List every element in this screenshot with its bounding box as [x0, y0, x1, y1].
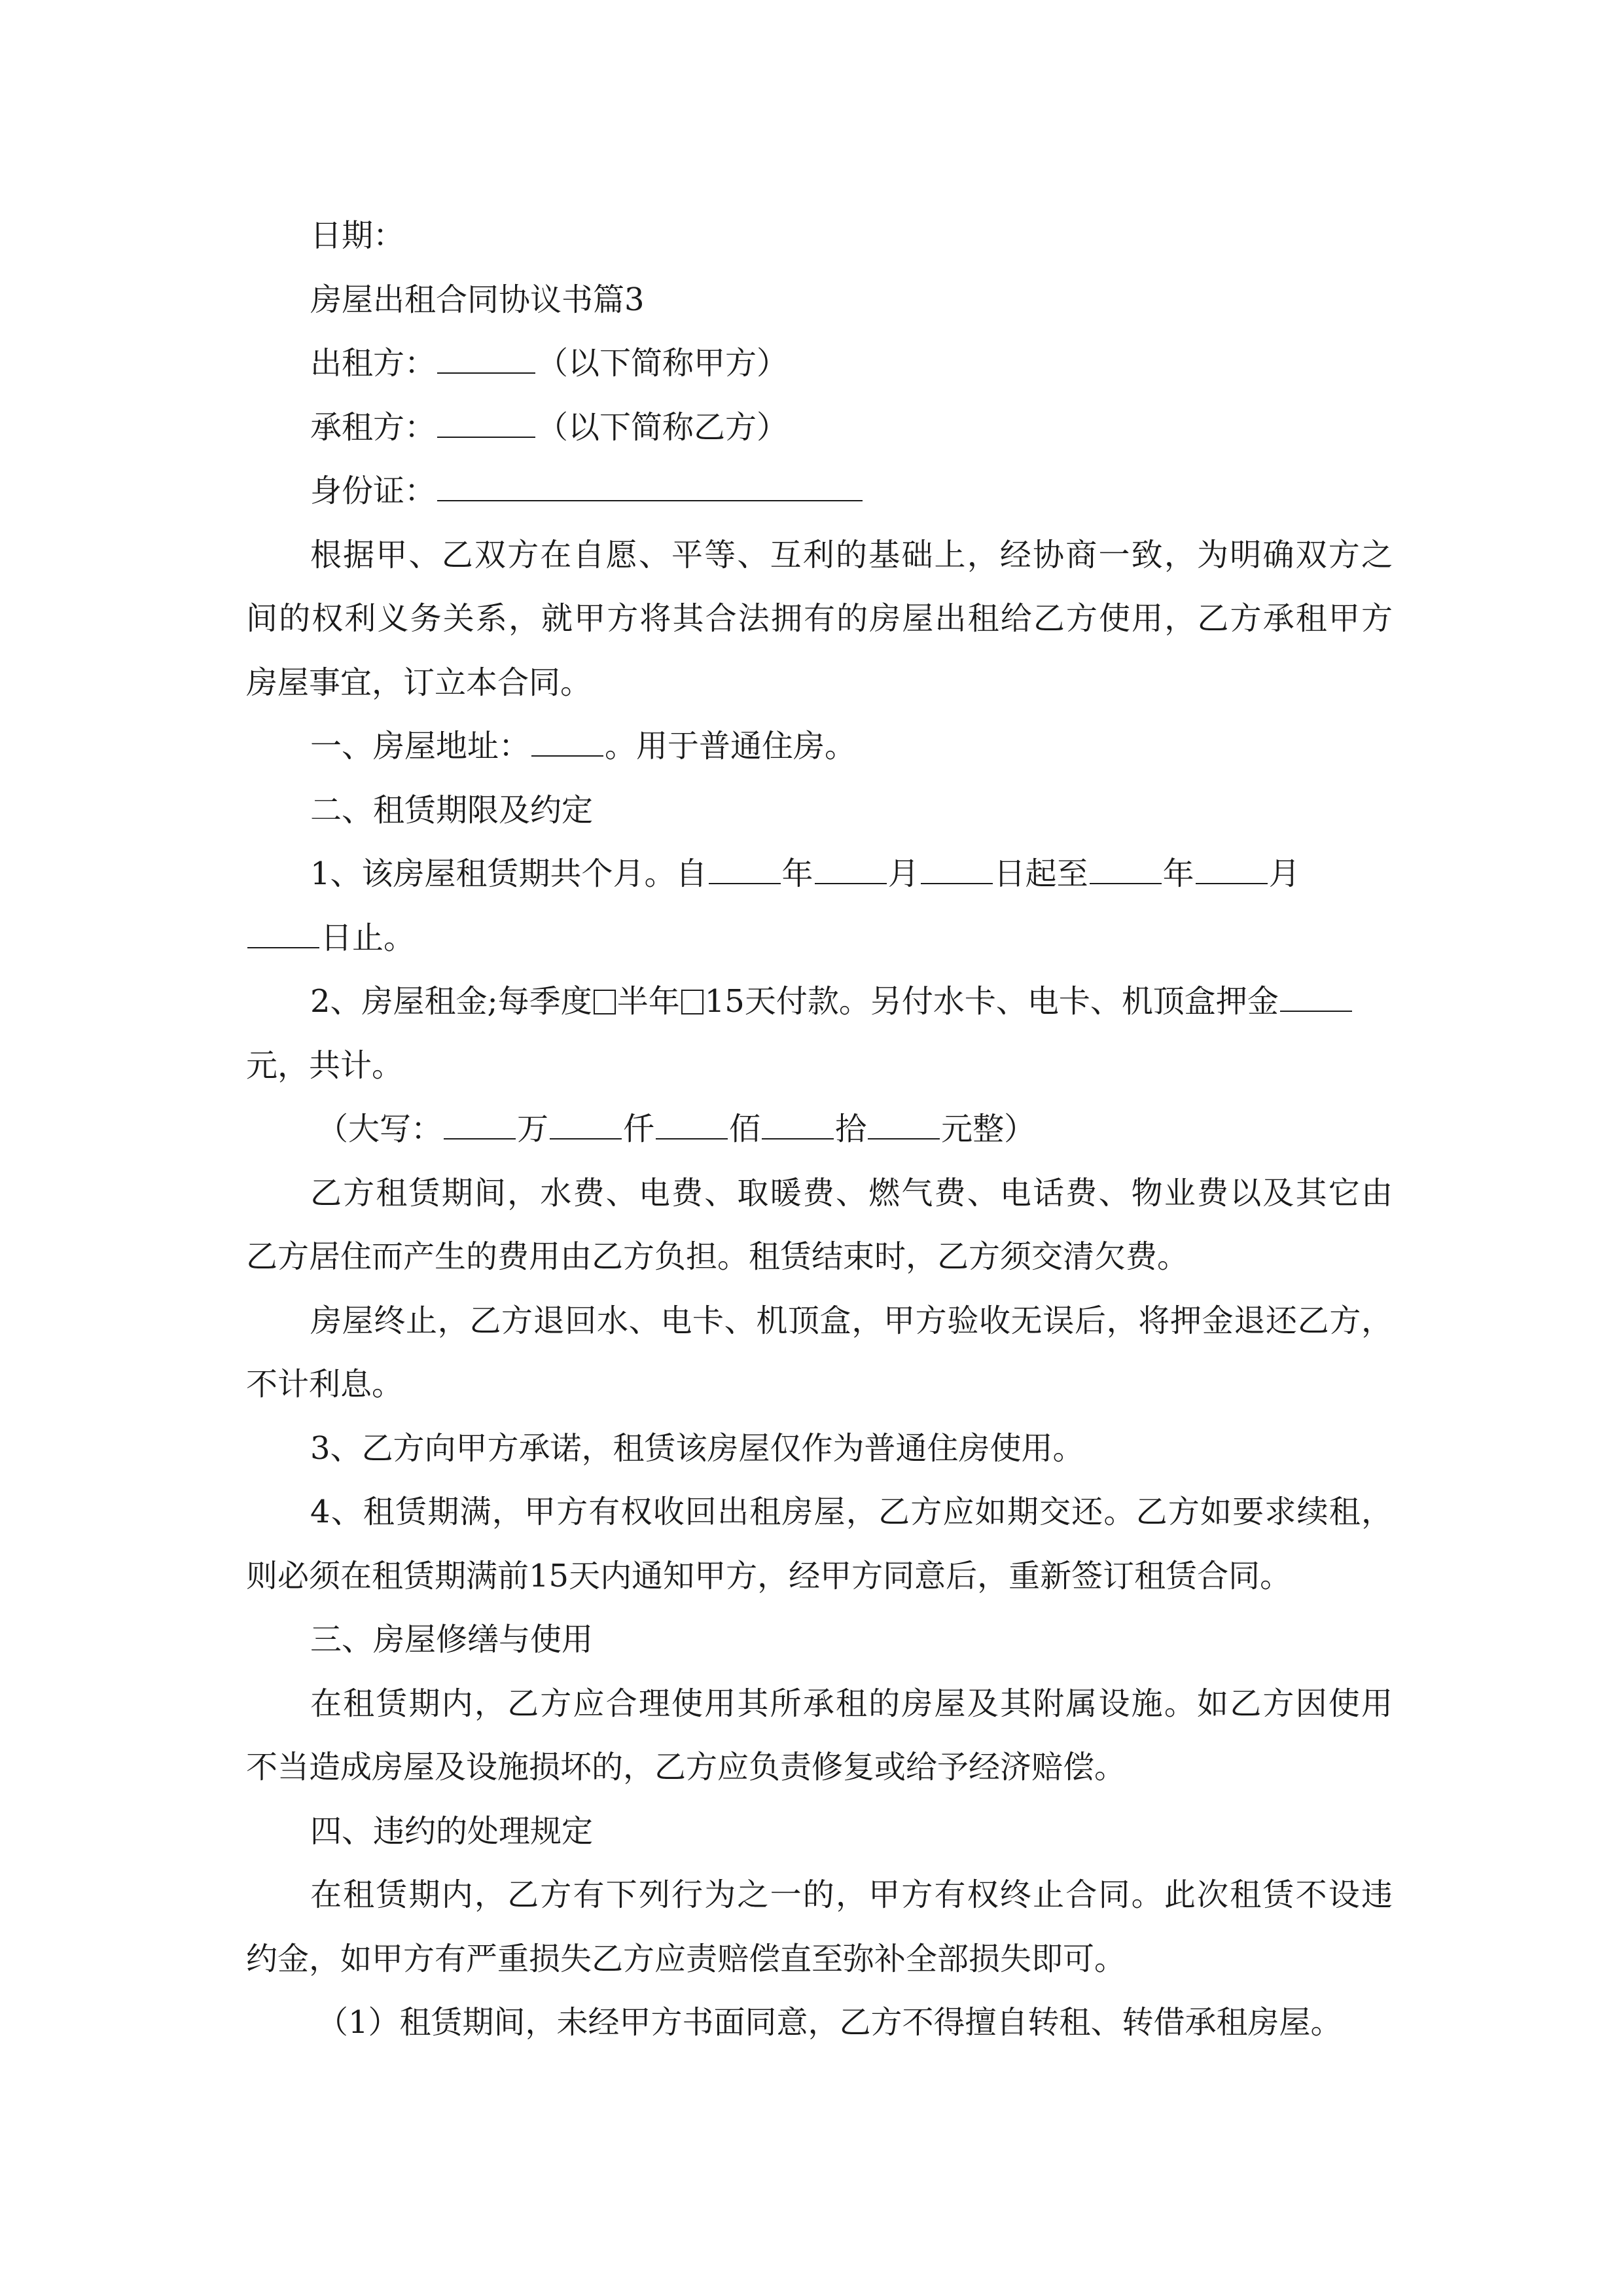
section-3-heading: 三、房屋修缮与使用	[310, 1621, 594, 1658]
intro-line-2: 间的权利义务关系，就甲方将其合法拥有的房屋出租给乙方使用，乙方承租甲方	[246, 600, 1393, 637]
c1-year2: 年	[1162, 855, 1194, 892]
lessee-line	[246, 396, 1393, 460]
section-4-heading: 四、违约的处理规定	[310, 1812, 594, 1850]
clause-4-line-2: 则必须在租赁期满前15天内通知甲方，经甲方同意后，重新签订租赁合同。	[246, 1557, 1292, 1594]
id-blank	[437, 474, 863, 501]
start-day-blank	[921, 857, 993, 884]
clause-3: 3、乙方向甲方承诺，租赁该房屋仅作为普通住房使用。	[310, 1429, 1084, 1467]
capital-wan: 万	[517, 1111, 549, 1147]
c1-day-end: 日止。	[321, 919, 416, 956]
c1-day-from: 日起至	[993, 855, 1088, 892]
c1-month1: 月	[887, 855, 919, 892]
lessor-line	[246, 332, 1393, 396]
lessee-note: （以下简称乙方）	[537, 408, 789, 446]
lessor-label: 出租方：	[310, 345, 437, 382]
c2-quarterly: 每季度	[497, 983, 592, 1020]
yuan-blank	[868, 1112, 940, 1139]
bai-blank	[656, 1112, 728, 1139]
repair-line-1: 在租赁期内，乙方应合理使用其所承租的房屋及其附属设施。如乙方因使用	[310, 1685, 1393, 1722]
breach-line-1: 在租赁期内，乙方有下列行为之一的，甲方有权终止合同。此次租赁不设违	[310, 1876, 1393, 1913]
start-month-blank	[815, 857, 887, 884]
deposit-blank	[1280, 984, 1352, 1012]
capital-qian: 仟	[623, 1111, 655, 1147]
s1-label: 一、房屋地址：	[310, 728, 531, 764]
document-title	[246, 268, 1393, 332]
quarterly-checkbox	[594, 990, 616, 1014]
c1-text: 1、该房屋租赁期共个月。自	[310, 855, 707, 892]
item-1: （1）租赁期间，未经甲方书面同意，乙方不得擅自转租、转借承租房屋。	[317, 2004, 1342, 2041]
start-year-blank	[709, 857, 781, 884]
wan-blank	[444, 1112, 516, 1139]
capital-open: （大写：	[317, 1111, 443, 1147]
c1-year1: 年	[781, 855, 813, 892]
end-month-blank	[1196, 857, 1268, 884]
qian-blank	[550, 1112, 622, 1139]
intro-line-1: 根据甲、乙双方在自愿、平等、互利的基础上，经协商一致，为明确双方之	[310, 536, 1393, 573]
end-year-blank	[1090, 857, 1162, 884]
lessor-blank	[437, 346, 535, 374]
section-2-heading: 二、租赁期限及约定	[310, 791, 594, 829]
s1-tail: 。用于普通住房。	[605, 728, 857, 764]
c2-semicolon: ;	[487, 983, 498, 1020]
breach-line-2: 约金，如甲方有严重损失乙方应责赔偿直至弥补全部损失即可。	[246, 1940, 1126, 1977]
id-line	[246, 459, 1393, 524]
c2-deposit-text: 15天付款。另付水卡、电卡、机顶盒押金	[704, 983, 1279, 1020]
capital-bai: 佰	[729, 1111, 761, 1147]
clause-2-line-2: 元，共计。	[246, 1047, 404, 1084]
capital-yuan: 元整）	[941, 1111, 1036, 1147]
shi-blank	[762, 1112, 834, 1139]
clause-4-line-1: 4、租赁期满，甲方有权收回出租房屋，乙方应如期交还。乙方如要求续租，	[310, 1494, 1393, 1530]
half-year-checkbox	[681, 990, 704, 1014]
c1-month2: 月	[1268, 855, 1300, 892]
termination-line-2: 不计利息。	[246, 1366, 404, 1403]
capital-amount-line	[246, 1098, 1393, 1162]
section-1-address	[246, 715, 1393, 779]
end-day-blank	[247, 921, 319, 948]
document-body	[246, 204, 1393, 2055]
clause-1-line-1	[246, 842, 1393, 906]
lessor-note: （以下简称甲方）	[537, 345, 789, 382]
c2-rent-label: 2、房屋租金	[310, 983, 488, 1020]
c2-half-year: 半年	[616, 983, 680, 1020]
lessee-blank	[437, 410, 535, 438]
clause-2-line-1	[246, 970, 1393, 1034]
clause-1-line-2	[246, 906, 1393, 971]
title-text: 房屋出租合同协议书篇3	[310, 281, 645, 318]
date-label: 日期：	[310, 217, 405, 254]
termination-line-1: 房屋终止，乙方退回水、电卡、机顶盒，甲方验收无误后，将押金退还乙方，	[310, 1302, 1393, 1339]
fees-line-2: 乙方居住而产生的费用由乙方负担。租赁结束时，乙方须交清欠费。	[246, 1238, 1189, 1275]
date-line	[246, 204, 1393, 268]
capital-shi: 拾	[835, 1111, 867, 1147]
fees-line-1: 乙方租赁期间，水费、电费、取暖费、燃气费、电话费、物业费以及其它由	[310, 1174, 1393, 1211]
id-label: 身份证：	[310, 473, 437, 509]
lessee-label: 承租方：	[310, 408, 437, 446]
repair-line-2: 不当造成房屋及设施损坏的，乙方应负责修复或给予经济赔偿。	[246, 1749, 1126, 1785]
intro-line-3: 房屋事宜，订立本合同。	[246, 664, 592, 701]
address-blank	[531, 729, 603, 757]
